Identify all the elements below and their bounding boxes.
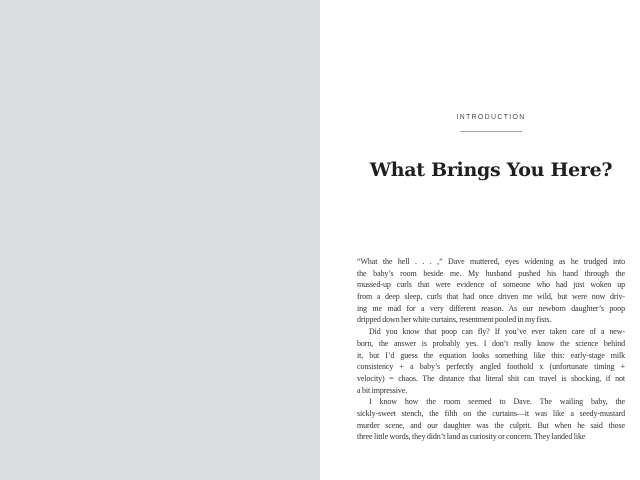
right-page [320, 0, 640, 480]
body-text-line: Did you know that poop can fly? If you’ve ever taken care of a new- [369, 327, 625, 337]
body-text-line: murder scene, and our daughter was the culprit. But when he said those [357, 420, 625, 430]
body-text-line: “What the hell . . . ,” Dave muttered, eyes widening as he trudged into [357, 257, 625, 266]
section-rule [460, 131, 522, 132]
body-text-line: I know how the room seemed to Dave. The wailing baby, the [369, 397, 625, 407]
page-content [357, 0, 625, 443]
body-text [357, 256, 625, 443]
body-text-line: ing me mad for a very different reason. As our newborn daughter’s poop [357, 303, 625, 313]
section-label: INTRODUCTION [456, 114, 526, 121]
body-text-line: the baby’s room beside me. My husband pushed his hand through the [357, 268, 625, 278]
section-label-block [357, 106, 625, 132]
body-text-line: born, the answer is probably yes. I don’t really know the science behind [357, 338, 625, 348]
body-text-line: it, but I’d guess the equation looks something like this: early-stage milk [357, 350, 625, 360]
body-text-line: dripped down her white curtains, resentment pooled in my fists. [357, 315, 552, 325]
body-text-line: from a deep sleep, curls that had once driven me wild, but were now driv- [357, 292, 625, 302]
chapter-title: What Brings You Here? [369, 159, 613, 181]
body-text-line: a bit impressive. [357, 385, 408, 395]
body-text-line: mussed-up curls that were evidence of someone who had just woken up [357, 280, 625, 290]
body-text-line: three little words, they didn’t land as curiosity or concern. They landed like [357, 432, 586, 442]
body-text-line: sickly-sweet stench, the filth on the curtains—it was like a seedy-mustard [357, 408, 625, 418]
body-text-line: consistency + a baby’s perfectly angled foothold x (unfortunate timing + [357, 362, 625, 372]
body-text-line: velocity) = chaos. The distance that literal shit can travel is shocking, if not [357, 373, 625, 383]
